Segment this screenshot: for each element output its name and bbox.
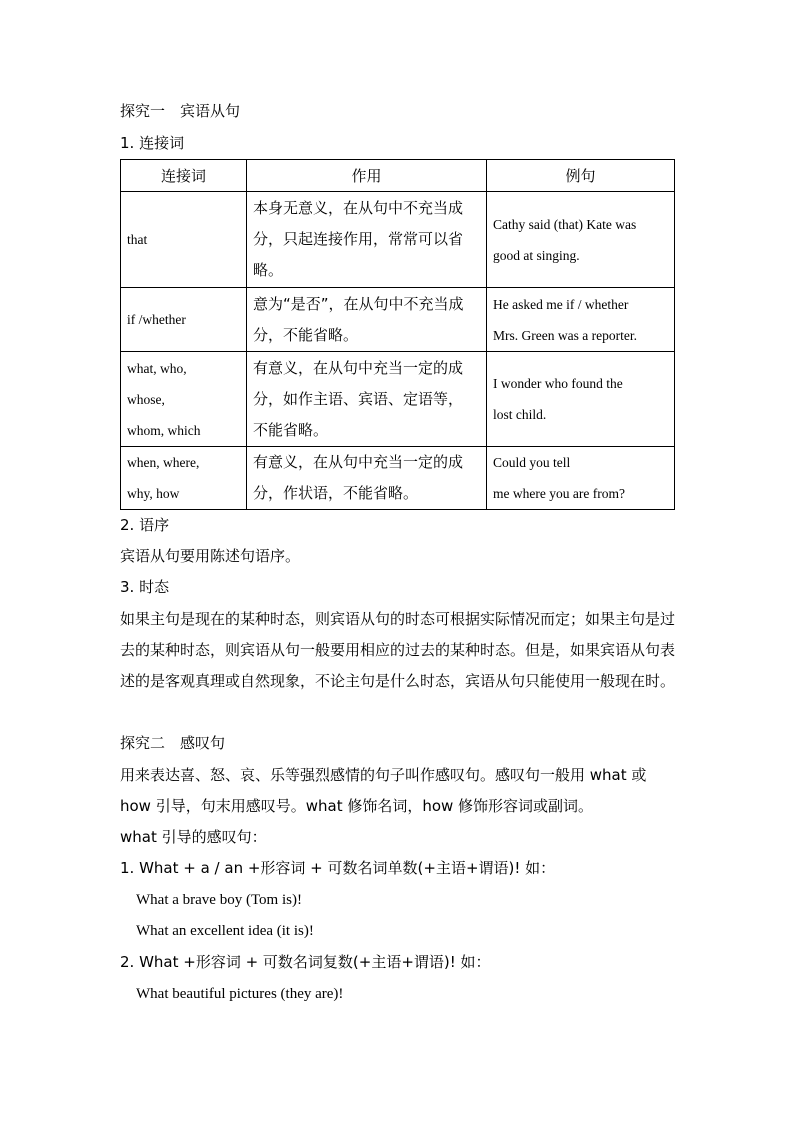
section2-title: 探究二 感叹句 — [120, 734, 226, 752]
cell-conjunction: if /whether — [121, 288, 247, 352]
subheading-word-order: 2. 语序 — [120, 516, 170, 534]
rule-1: 1. What + a / an +形容词 + 可数名词单数(+主语+谓语)! 如： — [120, 859, 556, 877]
tense-paragraph: 如果主句是现在的某种时态，则宾语从句的时态可根据实际情况而定；如果主句是过去的某种时态，则宾语从句一般要用相应的过去的某种时态。但是，如果宾语从句表述的是客观真理或自然现象，不论主句是什么时态，宾语从句只能使用一般现在时。 — [120, 610, 676, 690]
cell-example: I wonder who found the lost child. — [487, 352, 675, 447]
cell-conjunction: when, where, why, how — [121, 447, 247, 510]
cell-function: 意为“是否”，在从句中不充当成 分，不能省略。 — [247, 288, 487, 352]
cell-example: Cathy said (that) Kate was good at singing. — [487, 192, 675, 288]
cell-function: 有意义，在从句中充当一定的成 分，如作主语、宾语、定语等， 不能省略。 — [247, 352, 487, 447]
word-order-text: 宾语从句要用陈述句语序。 — [120, 547, 301, 565]
example-2a: What beautiful pictures (they are)! — [136, 986, 344, 1002]
subheading-tense: 3. 时态 — [120, 578, 170, 596]
cell-function: 本身无意义，在从句中不充当成 分，只起连接作用，常常可以省 略。 — [247, 192, 487, 288]
table-row — [121, 288, 675, 352]
header-example: 例句 — [487, 160, 675, 192]
what-lead-heading: what 引导的感叹句： — [120, 828, 267, 846]
cell-conjunction: what, who, whose, whom, which — [121, 352, 247, 447]
cell-conjunction: that — [121, 192, 247, 288]
cell-example: He asked me if / whether Mrs. Green was a reporter. — [487, 288, 675, 352]
example-1b: What an excellent idea (it is)! — [136, 923, 314, 939]
table-row — [121, 447, 675, 510]
header-conjunction: 连接词 — [121, 160, 247, 192]
cell-function: 有意义，在从句中充当一定的成 分，作状语，不能省略。 — [247, 447, 487, 510]
subheading-conjunctions: 1. 连接词 — [120, 134, 185, 152]
cell-example: Could you tell me where you are from? — [487, 447, 675, 510]
table-row — [121, 352, 675, 447]
conjunction-table — [120, 159, 675, 510]
section1-title: 探究一 宾语从句 — [120, 102, 241, 120]
exclamation-intro: 用来表达喜、怒、哀、乐等强烈感情的句子叫作感叹句。感叹句一般用 what 或 how 引导，句末用感叹号。what 修饰名词，how 修饰形容词或副词。 — [120, 766, 647, 815]
example-1a: What a brave boy (Tom is)! — [136, 892, 302, 908]
table-row — [121, 192, 675, 288]
rule-2: 2. What +形容词 + 可数名词复数(+主语+谓语)! 如： — [120, 953, 491, 971]
table-header-row — [121, 160, 675, 192]
header-function: 作用 — [247, 160, 487, 192]
